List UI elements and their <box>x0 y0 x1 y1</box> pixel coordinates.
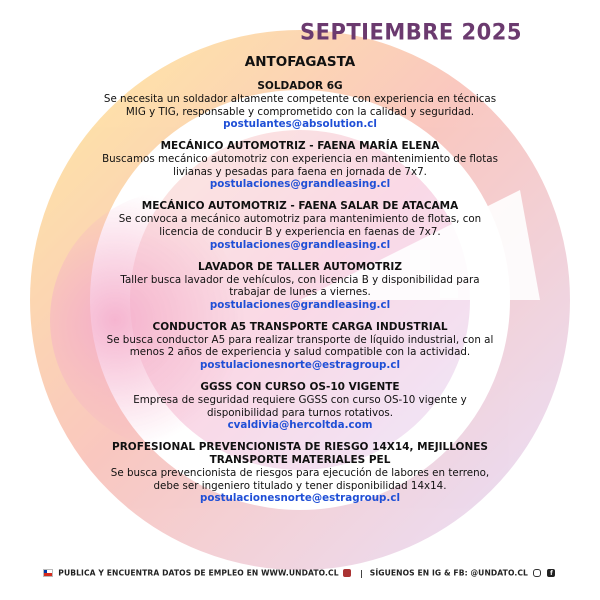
job-description: Taller busca lavador de vehículos, con licencia B y disponibilidad para trabajar de lunes a viernes. <box>120 273 480 299</box>
job-title: SOLDADOR 6G <box>257 80 343 92</box>
footer-separator: | <box>360 568 364 578</box>
job-email-link[interactable]: postulaciones@grandleasing.cl <box>209 238 391 251</box>
footer-bar <box>0 568 600 578</box>
job-list <box>100 80 500 514</box>
job-listing <box>100 381 500 432</box>
job-email-link[interactable]: postulacionesnorte@estragroup.cl <box>200 358 400 371</box>
footer-website-text[interactable]: PUBLICA Y ENCUENTRA DATOS DE EMPLEO EN WWW.UNDATO.CL <box>58 568 339 578</box>
job-listing <box>100 441 500 505</box>
city-heading: ANTOFAGASTA <box>244 54 356 70</box>
job-title: MECÁNICO AUTOMOTRIZ - FAENA MARÍA ELENA <box>160 140 440 153</box>
job-description: Se convoca a mecánico automotriz para mantenimiento de flotas, con licencia de conducir B y experiencia en faenas de 7x7. <box>118 213 482 238</box>
job-title: GGSS CON CURSO OS-10 VIGENTE <box>200 380 400 393</box>
job-listing <box>100 80 500 131</box>
month-year-heading: SEPTIEMBRE 2025 <box>299 19 522 45</box>
job-email-link[interactable]: postulaciones@grandleasing.cl <box>209 298 391 311</box>
job-email-link[interactable]: postulantes@absolution.cl <box>223 118 377 131</box>
job-description: Se necesita un soldador altamente competente con experiencia en técnicas MIG y TIG, responsable y comprometido con la calidad y seguridad. <box>103 93 497 118</box>
job-email-link[interactable]: postulacionesnorte@estragroup.cl <box>200 492 400 505</box>
chile-flag-icon <box>43 569 53 577</box>
job-description: Empresa de seguridad requiere GGSS con curso OS-10 vigente y disponibilidad para turnos rotativos. <box>133 393 467 419</box>
briefcase-icon <box>343 569 351 577</box>
instagram-icon[interactable] <box>533 569 541 577</box>
job-listing <box>100 261 500 312</box>
job-title: LAVADOR DE TALLER AUTOMOTRIZ <box>198 260 402 273</box>
job-listing <box>100 321 500 372</box>
job-title: CONDUCTOR A5 TRANSPORTE CARGA INDUSTRIAL <box>152 320 448 333</box>
job-listing <box>100 200 500 251</box>
job-listing <box>100 140 500 191</box>
job-title: PROFESIONAL PREVENCIONISTA DE RIESGO 14X14, MEJILLONES TRANSPORTE MATERIALES PEL <box>112 441 488 467</box>
footer-social-text[interactable]: SÍGUENOS EN IG & FB: @UNDATO.CL <box>369 568 528 578</box>
job-description: Se busca conductor A5 para realizar transporte de líquido industrial, con al menos 2 años de experiencia y salud compatible con la actividad. <box>106 333 494 359</box>
job-description: Buscamos mecánico automotriz con experiencia en mantenimiento de flotas livianas y pesadas para faena en jornada de 7x7. <box>102 153 498 178</box>
job-title: MECÁNICO AUTOMOTRIZ - FAENA SALAR DE ATACAMA <box>141 200 459 213</box>
job-email-link[interactable]: cvaldivia@hercoltda.com <box>227 419 373 432</box>
job-email-link[interactable]: postulaciones@grandleasing.cl <box>209 178 391 191</box>
job-description: Se busca prevencionista de riesgos para ejecución de labores en terreno, debe ser ingeniero titulado y tener disponibilidad 14x14. <box>110 467 490 492</box>
facebook-icon[interactable]: f <box>547 569 555 577</box>
